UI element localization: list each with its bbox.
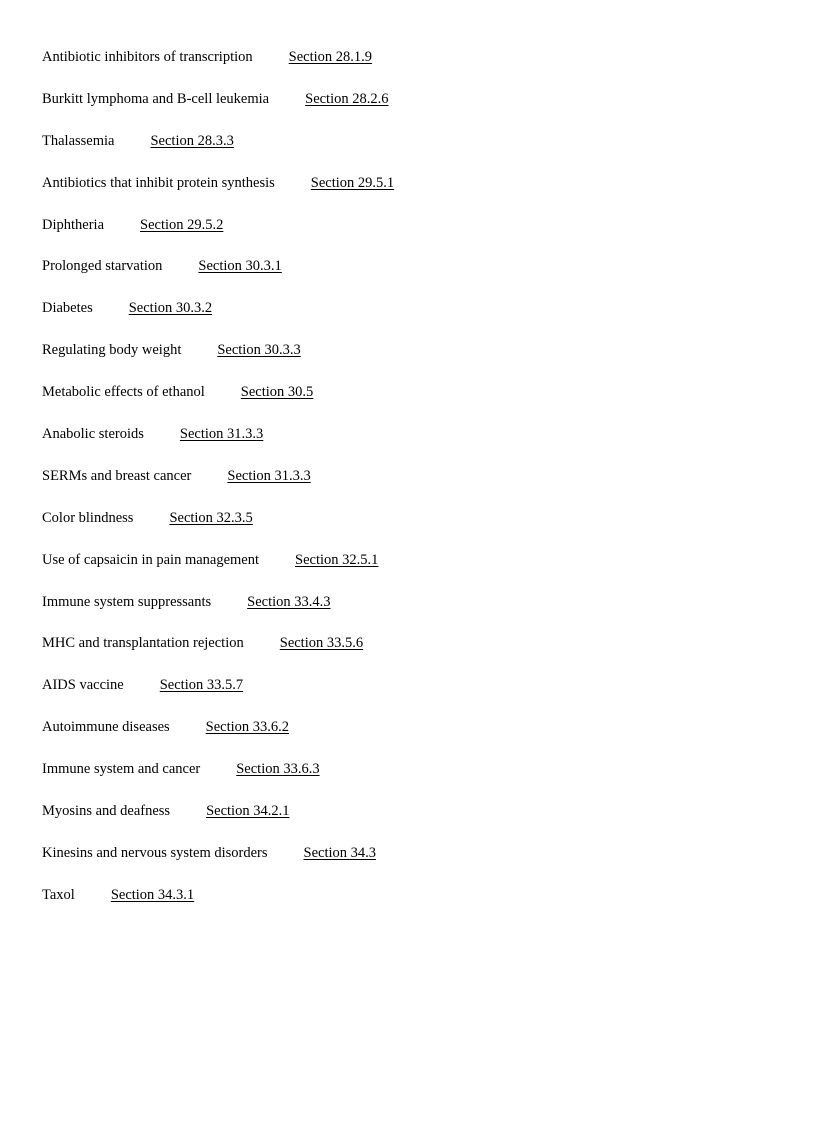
topic-label: Anabolic steroids [42, 426, 144, 443]
topic-label: MHC and transplantation rejection [42, 635, 244, 652]
list-item [42, 843, 394, 885]
list-item [42, 675, 394, 717]
topic-label: AIDS vaccine [42, 677, 124, 694]
list-item [42, 550, 394, 592]
section-link[interactable]: Section 28.2.6 [305, 90, 389, 107]
section-link[interactable]: Section 32.3.5 [169, 509, 253, 526]
list-item [42, 131, 394, 173]
clinical-topics-list [42, 47, 394, 927]
topic-label: Immune system and cancer [42, 761, 201, 778]
section-link[interactable]: Section 30.3.3 [217, 342, 301, 359]
topic-label: Myosins and deafness [42, 803, 171, 820]
list-item [42, 633, 394, 675]
topic-label: Diphtheria [42, 216, 105, 233]
section-link[interactable]: Section 33.6.2 [205, 719, 290, 736]
topic-label: Kinesins and nervous system disorders [42, 844, 268, 861]
list-item [42, 424, 394, 466]
list-item [42, 592, 394, 634]
section-link[interactable]: Section 30.3.2 [128, 300, 213, 317]
topic-label: Burkitt lymphoma and B-cell leukemia [42, 90, 270, 107]
section-link[interactable]: Section 31.3.3 [179, 426, 264, 443]
section-link[interactable]: Section 33.5.7 [159, 677, 244, 694]
section-link[interactable]: Section 33.4.3 [247, 593, 331, 610]
list-item [42, 47, 394, 89]
section-link[interactable]: Section 28.1.9 [288, 49, 373, 65]
topic-label: Immune system suppressants [42, 593, 212, 610]
list-item [42, 256, 394, 298]
section-link[interactable]: Section 31.3.3 [227, 467, 311, 484]
list-item [42, 759, 394, 801]
list-item [42, 173, 394, 215]
topic-label: Thalassemia [42, 132, 115, 149]
section-link[interactable]: Section 34.3.1 [110, 886, 195, 903]
list-item [42, 508, 394, 550]
list-item [42, 215, 394, 257]
section-link[interactable]: Section 29.5.2 [140, 216, 224, 233]
topic-label: Antibiotic inhibitors of transcription [42, 49, 253, 65]
section-link[interactable]: Section 29.5.1 [310, 174, 395, 191]
section-link[interactable]: Section 34.2.1 [206, 803, 290, 820]
topic-label: Taxol [42, 886, 75, 903]
topic-label: Prolonged starvation [42, 258, 163, 275]
list-item [42, 298, 394, 340]
topic-label: Use of capsaicin in pain management [42, 551, 260, 568]
list-item [42, 801, 394, 843]
topic-label: Color blindness [42, 509, 134, 526]
list-item [42, 382, 394, 424]
list-item [42, 340, 394, 382]
section-link[interactable]: Section 28.3.3 [150, 132, 234, 149]
topic-label: SERMs and breast cancer [42, 467, 192, 484]
section-link[interactable]: Section 33.5.6 [279, 635, 364, 652]
section-link[interactable]: Section 33.6.3 [236, 761, 320, 778]
topic-label: Autoimmune diseases [42, 719, 170, 736]
list-item [42, 89, 394, 131]
list-item [42, 885, 394, 927]
section-link[interactable]: Section 32.5.1 [295, 551, 379, 568]
list-item [42, 717, 394, 759]
topic-label: Antibiotics that inhibit protein synthesis [42, 174, 275, 191]
list-item [42, 466, 394, 508]
section-link[interactable]: Section 30.5 [240, 384, 314, 401]
topic-label: Diabetes [42, 300, 93, 317]
section-link[interactable]: Section 34.3 [303, 844, 377, 861]
section-link[interactable]: Section 30.3.1 [198, 258, 282, 275]
topic-label: Regulating body weight [42, 342, 182, 359]
topic-label: Metabolic effects of ethanol [42, 384, 205, 401]
